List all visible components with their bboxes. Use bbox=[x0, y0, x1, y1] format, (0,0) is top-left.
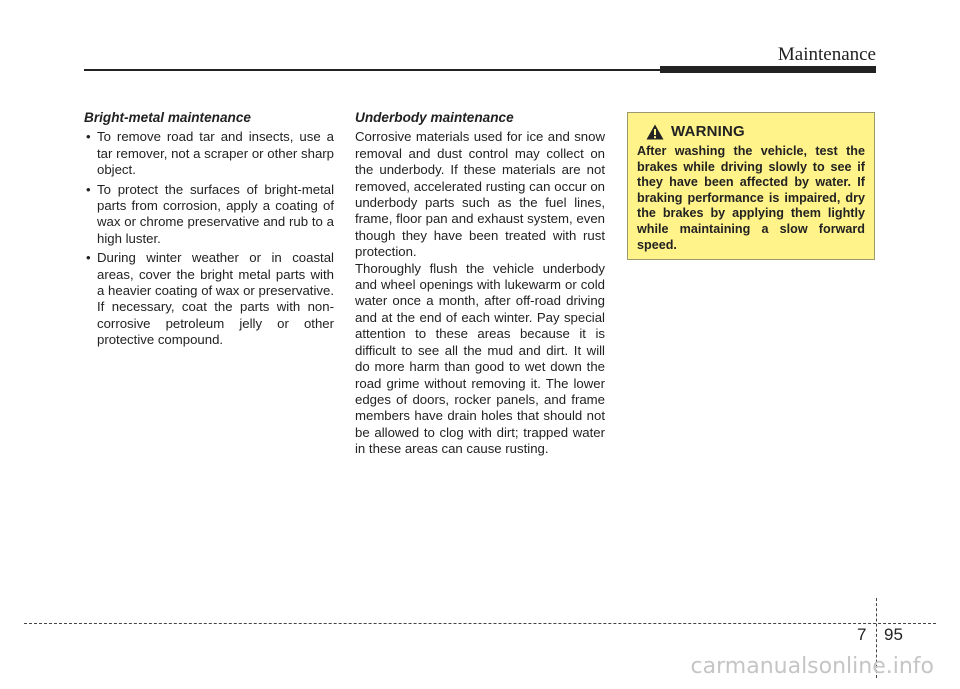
warning-title: WARNING bbox=[671, 123, 745, 140]
list-item-text: To remove road tar and insects, use a tar remover, not a scraper or other sharp object. bbox=[97, 129, 334, 178]
list-item-text: To protect the surfaces of bright-metal parts from corrosion, apply a coating of wax or chrome preservative and rub to a high luster. bbox=[97, 181, 334, 246]
bright-metal-list bbox=[84, 129, 334, 348]
header-rule-thin bbox=[84, 69, 660, 71]
list-item bbox=[84, 182, 334, 248]
underbody-heading: Underbody maintenance bbox=[355, 110, 514, 125]
warning-text: After washing the vehicle, test the brakes while driving slowly to see if they have been affected by water. If braking performance is impaired, dry the brakes by applying them lightly while maintaining a slow forward speed. bbox=[637, 144, 865, 252]
chapter-number: 7 bbox=[857, 625, 867, 644]
underbody-column bbox=[355, 110, 605, 458]
warning-header bbox=[646, 123, 865, 140]
warning-box bbox=[627, 112, 875, 260]
page-number: 95 bbox=[884, 625, 903, 644]
list-item-text: During winter weather or in coastal areas, cover the bright metal parts with a heavier coating of wax or preservative. If necessary, coat the parts with non-corrosive petroleum jelly or other protective compound. bbox=[97, 250, 334, 348]
bullet-mark: • bbox=[86, 181, 91, 197]
bullet-mark: • bbox=[86, 129, 91, 145]
section-title: Maintenance bbox=[777, 44, 876, 65]
list-item bbox=[84, 129, 334, 178]
list-item bbox=[84, 250, 334, 348]
bright-metal-heading: Bright-metal maintenance bbox=[84, 110, 251, 125]
underbody-paragraph: Corrosive materials used for ice and snow removal and dust control may collect on the underbody. If these materials are not removed, accelerated rusting can occur on underbody parts such as the fuel lines, frame, floor pan and exhaust system, even though they have been treated with rust protection. bbox=[355, 129, 605, 260]
bullet-mark: • bbox=[86, 250, 91, 266]
underbody-paragraph: Thoroughly flush the vehicle underbody and wheel openings with lukewarm or cold water once a month, after off-road driving and at the end of each winter. Pay special attention to these areas because it is difficult to see all the mud and dirt. It will do more harm than good to wet down the road grime without removing it. The lower edges of doors, rocker panels, and frame members have drain holes that should not be allowed to clog with dirt; trapped water in these areas can cause rusting. bbox=[355, 260, 605, 457]
header-rule-thick bbox=[660, 66, 876, 73]
footer-dashed-rule bbox=[24, 623, 936, 624]
warning-triangle-icon bbox=[646, 124, 664, 140]
bright-metal-column bbox=[84, 110, 334, 352]
watermark: carmanualsonline.info bbox=[690, 654, 934, 679]
